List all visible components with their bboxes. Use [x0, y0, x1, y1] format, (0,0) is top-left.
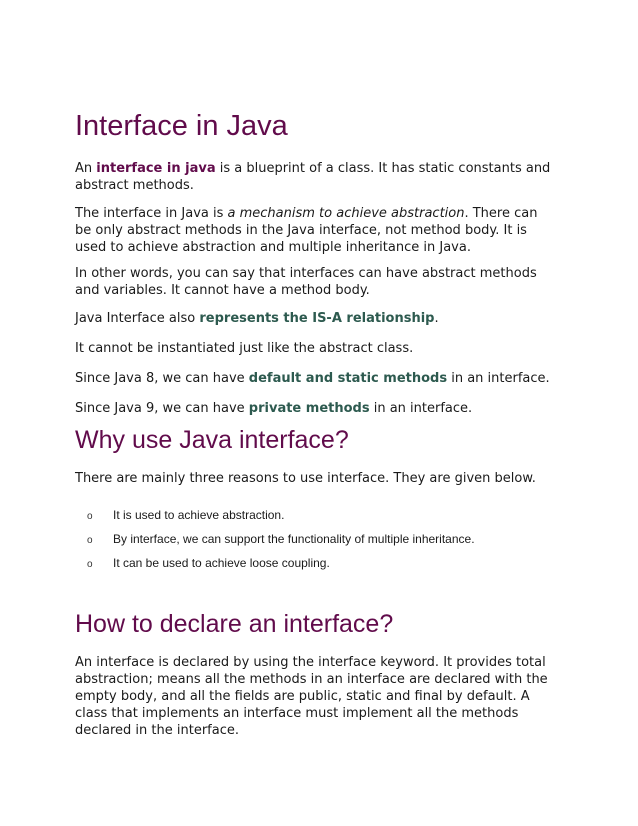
bullet-marker: o [87, 559, 93, 570]
list-item-text: It is used to achieve abstraction. [113, 508, 285, 522]
intro-paragraph-7 [75, 400, 555, 417]
why-lead: There are mainly three reasons to use interface. They are given below. [75, 471, 536, 486]
interface-in-java-link[interactable]: interface in java [96, 161, 216, 176]
list-item [75, 508, 555, 532]
intro-paragraph-1 [75, 160, 555, 194]
default-static-methods-keyword: default and static methods [248, 371, 448, 386]
intro-p4-suffix: . [434, 311, 439, 326]
intro-paragraph-3: In other words, you can say that interfaces can have abstract methods and variables. It cannot have a method body. [75, 266, 537, 298]
is-a-relationship-keyword: represents the IS-A relationship [199, 311, 435, 326]
intro-p2-emphasis: a mechanism to achieve abstraction [227, 206, 465, 221]
intro-p4-prefix: Java Interface also [75, 311, 200, 326]
why-heading: Why use Java interface? [75, 426, 349, 454]
intro-p1-prefix: An [75, 161, 97, 176]
reasons-list [75, 508, 555, 580]
intro-p2-prefix: The interface in Java is [75, 206, 228, 221]
list-item-text: By interface, we can support the functionality of multiple inheritance. [113, 532, 475, 546]
intro-paragraph-4 [75, 310, 555, 327]
intro-p6-suffix: in an interface. [447, 371, 550, 386]
bullet-marker: o [87, 511, 93, 522]
declare-body: An interface is declared by using the interface keyword. It provides total abstraction; means all the methods in an interface are declared with the empty body, and all the fields are public, static and final by default. A class that implements an interface must implement all the methods declared in the interface. [75, 655, 548, 738]
intro-paragraph-2 [75, 205, 555, 256]
intro-paragraph-6 [75, 370, 555, 387]
page-title: Interface in Java [75, 110, 288, 142]
intro-p7-suffix: in an interface. [369, 401, 473, 416]
list-item [75, 532, 555, 556]
bullet-marker: o [87, 535, 93, 546]
list-item-text: It can be used to achieve loose coupling. [113, 556, 330, 570]
list-item [75, 556, 555, 580]
intro-p7-prefix: Since Java 9, we can have [75, 401, 249, 416]
intro-p2-suffix: . There can be only abstract methods in the Java interface, not method body. It is used to achieve abstraction and multiple inheritance in Java. [75, 206, 538, 255]
intro-p6-prefix: Since Java 8, we can have [75, 371, 249, 386]
declare-heading: How to declare an interface? [75, 610, 394, 638]
private-methods-keyword: private methods [248, 401, 370, 416]
intro-paragraph-5: It cannot be instantiated just like the abstract class. [75, 341, 414, 356]
intro-p1-suffix: is a blueprint of a class. It has static constants and abstract methods. [75, 161, 551, 193]
